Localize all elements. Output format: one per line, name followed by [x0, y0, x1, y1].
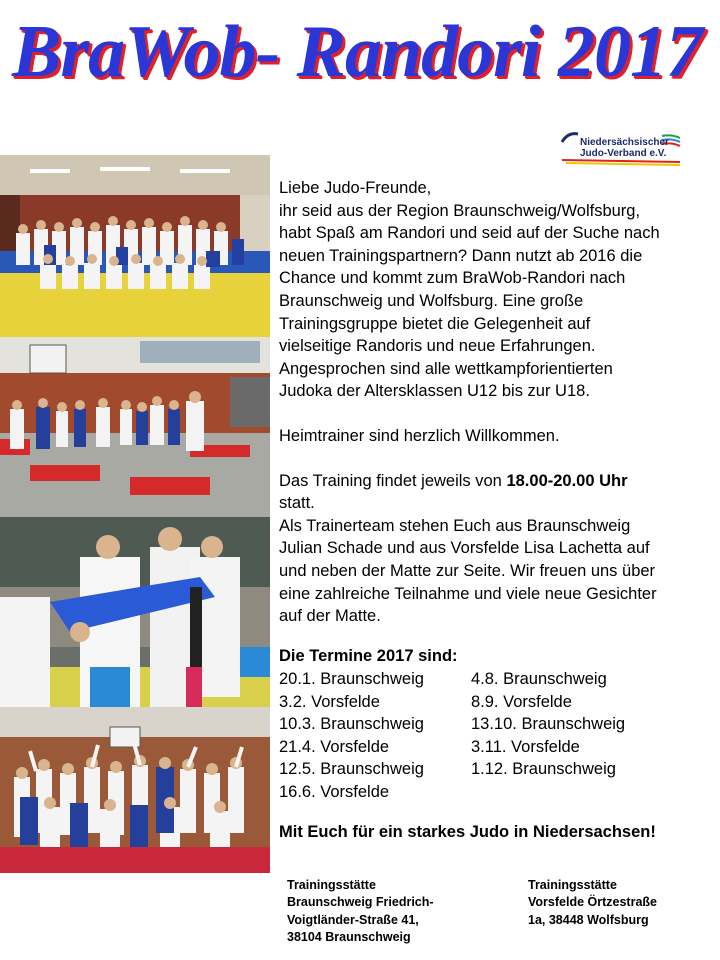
venue-vorsfelde: Trainingsstätte Vorsfelde Örtzestraße 1a, 38448 Wolfsburg: [528, 878, 657, 927]
page-title: BraWob- Randori 2017: [12, 11, 702, 93]
venue-braunschweig: Trainingsstätte Braunschweig Friedrich- Voigtländer-Straße 41, 38104 Braunschweig: [287, 878, 434, 945]
training-paragraph: [279, 470, 719, 515]
trainer-paragraph: Als Trainerteam stehen Euch aus Braunschweig Julian Schade und aus Vorsfelde Lisa Lachetta auf und neben der Matte zur Seite. Wir freuen uns über eine zahlreiche Teilnahme und viele neue Gesichter auf der Matte.: [279, 516, 657, 626]
termin-item: 3.2. Vorsfelde: [279, 692, 380, 711]
closing-slogan: Mit Euch für ein starkes Judo in Niedersachsen!: [279, 823, 656, 841]
training-time: 18.00-20.00 Uhr: [506, 471, 628, 490]
training-prefix: Das Training findet jeweils von: [279, 471, 507, 490]
termine-column-2: [471, 668, 625, 781]
termine-column-1: [279, 668, 424, 804]
intro-paragraph: Liebe Judo-Freunde, ihr seid aus der Region Braunschweig/Wolfsburg, habt Spaß am Randori und seid auf der Suche nach neuen Trainingspartnern? Dann nutzt ab 2016 die Chance und kommt zum BraWob-Randori nach Braunschweig und Wolfsburg. Eine große Trainingsgruppe bietet die Gelegenheit auf vielseitige Randoris und neue Erfahrungen. Angesprochen sind alle wettkampforientierten Judoka der Altersklassen U12 bis zur U18.: [279, 179, 660, 401]
termin-item: 21.4. Vorsfelde: [279, 737, 390, 756]
group-photo-cheering: [0, 707, 270, 873]
termin-item: 4.8. Braunschweig: [471, 670, 607, 688]
termin-item: 1.12. Braunschweig: [471, 760, 616, 779]
training-suffix: statt.: [279, 494, 315, 513]
body-text: [279, 177, 719, 628]
termin-item: 10.3. Braunschweig: [279, 715, 424, 734]
termin-item: 13.10. Braunschweig: [471, 715, 626, 734]
photo-column: [0, 155, 270, 873]
termin-item: 20.1. Braunschweig: [279, 670, 424, 688]
logo-line2: Judo-Verband e.V.: [580, 148, 667, 159]
logo-line1: Niedersächsischer: [580, 137, 669, 148]
training-hall-photo: [0, 337, 270, 517]
termin-item: 3.11. Vorsfelde: [471, 737, 580, 756]
welcome-paragraph: Heimtrainer sind herzlich Willkommen.: [279, 426, 560, 445]
termine-heading: Die Termine 2017 sind:: [279, 647, 458, 665]
termin-item: 8.9. Vorsfelde: [471, 692, 572, 711]
njv-logo: [558, 128, 684, 168]
termin-item: 12.5. Braunschweig: [279, 760, 424, 779]
judo-throw-photo: [0, 517, 270, 707]
termin-item: 16.6. Vorsfelde: [279, 782, 390, 801]
group-photo-gym: [0, 155, 270, 337]
